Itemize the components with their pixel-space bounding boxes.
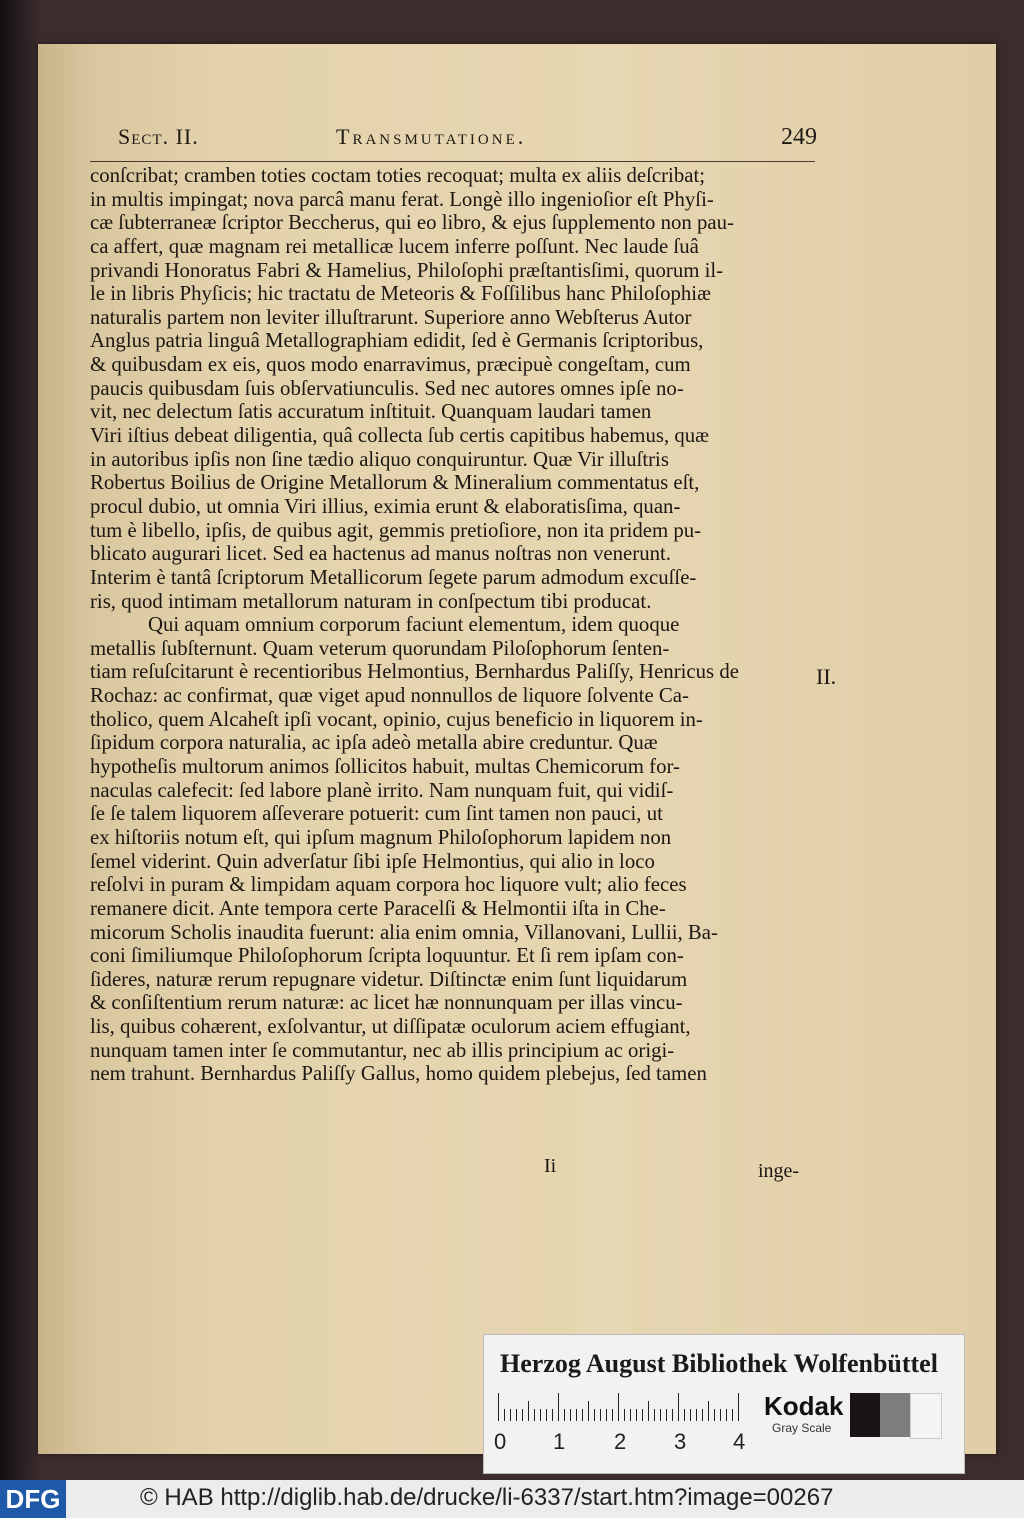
text-line: cæ ſubterraneæ ſcriptor Beccherus, qui eo libro, & ejus ſupplemento non pau- <box>90 211 734 235</box>
running-title: Transmutatione. <box>336 124 527 149</box>
ruler-tick <box>618 1393 619 1421</box>
text-line: tholico, quem Alcaheſt ipſi vocant, opinio, cujus beneficio in liquorem in- <box>90 707 703 731</box>
text-line: in autoribus ipſis non ſine tædio aliquo conquiruntur. Quæ Vir illuſtris <box>90 447 669 471</box>
text-line: privandi Honoratus Fabri & Hamelius, Philoſophi præſtantisſimi, quorum il- <box>90 258 724 282</box>
text-line: & conſiſtentium rerum naturæ: ac licet hæ nonnunquam per illas vincu- <box>90 991 683 1015</box>
text-line: Viri iſtius debeat diligentia, quâ collecta ſub certis capitibus habemus, quæ <box>90 424 710 448</box>
ruler-tick <box>720 1409 721 1421</box>
ruler-tick <box>582 1409 583 1421</box>
ruler-tick <box>642 1409 643 1421</box>
ruler-tick <box>612 1409 613 1421</box>
text-line: ſe ſe talem liquorem aſſeverare potuerit: cum ſint tamen non pauci, ut <box>90 802 663 826</box>
scale-number: 2 <box>614 1429 627 1454</box>
ruler-tick <box>708 1401 709 1421</box>
ruler-tick <box>630 1409 631 1421</box>
text-line: metallis ſubſternunt. Quam veterum quorundam Piloſophorum ſenten- <box>90 636 670 660</box>
ruler-tick <box>528 1401 529 1421</box>
ruler-tick <box>690 1409 691 1421</box>
text-line: Robertus Boilius de Origine Metallorum & Mineralium commentatus eſt, <box>90 471 700 495</box>
text-line: lis, quibus cohærent, exſolvantur, ut diſſipatæ oculorum aciem effugiant, <box>90 1015 691 1039</box>
copyright-link[interactable]: © HAB http://diglib.hab.de/drucke/li-6337/start.htm?image=00267 <box>140 1484 834 1511</box>
ruler-tick <box>672 1409 673 1421</box>
ruler-tick <box>696 1409 697 1421</box>
ruler-tick <box>540 1409 541 1421</box>
ruler-tick <box>498 1393 499 1421</box>
header-rule <box>90 161 815 162</box>
spine-shadow <box>0 0 40 1480</box>
running-header <box>78 120 818 160</box>
text-line: tiam reſuſcitarunt è recentioribus Helmontius, Bernhardus Paliſſy, Henricus de <box>90 660 739 684</box>
ruler-tick <box>624 1409 625 1421</box>
ruler-tick <box>600 1409 601 1421</box>
ruler-tick <box>576 1409 577 1421</box>
text-line: & quibusdam ex eis, quos modo enarravimus, præcipuè congeſtam, cum <box>90 353 691 377</box>
gray-swatch-white <box>910 1393 942 1439</box>
ruler-tick <box>504 1409 505 1421</box>
signature-mark: Ii <box>544 1155 557 1177</box>
text-line: Anglus patria linguâ Metallographiam edidit, ſed è Germanis ſcriptoribus, <box>90 329 704 353</box>
ruler-tick <box>534 1409 535 1421</box>
text-line: conſcribat; cramben toties coctam toties recoquat; multa ex aliis deſcribat; <box>90 164 706 187</box>
text-line: naculas calefecit: ſed labore planè irrito. Nam nunquam fuit, qui vidiſ- <box>90 778 674 802</box>
text-line: Interim è tantâ ſcriptorum Metallicorum ſegete parum admodum excuſſe- <box>90 565 697 589</box>
ruler-tick <box>588 1401 589 1421</box>
text-line: procul dubio, ut omnia Viri illius, eximia erunt & elaboratisſima, quan- <box>90 494 681 518</box>
ruler-tick <box>564 1409 565 1421</box>
ruler-tick <box>660 1409 661 1421</box>
gray-swatch-mid <box>880 1393 910 1437</box>
dfg-logo: DFG <box>0 1480 66 1518</box>
ruler-tick <box>606 1409 607 1421</box>
library-name: Herzog August Bibliothek Wolfenbüttel <box>500 1349 938 1378</box>
ruler-tick <box>546 1409 547 1421</box>
page-number: 249 <box>781 124 817 150</box>
ruler-tick <box>738 1393 739 1421</box>
ruler-tick <box>654 1409 655 1421</box>
body-text <box>90 164 810 1086</box>
ruler-scale <box>498 1393 746 1421</box>
section-label: Sect. II. <box>118 124 199 149</box>
scale-number: 3 <box>674 1429 687 1454</box>
text-line: ſideres, naturæ rerum repugnare videtur. Diſtinctæ enim ſunt liquidarum <box>90 967 688 991</box>
text-line: coni ſimiliumque Philoſophorum ſcripta loquuntur. Et ſi rem ipſam con- <box>90 944 684 968</box>
text-line: in multis impingat; nova parcâ manu ferat. Longè illo ingenioſior eſt Phyſi- <box>90 187 714 211</box>
ruler-tick <box>510 1409 511 1421</box>
text-line: le in libris Phyſicis; hic tractatu de Meteoris & Foſſilibus hanc Philoſophiæ <box>90 282 711 306</box>
text-line: nem trahunt. Bernhardus Paliſſy Gallus, homo quidem plebejus, ſed tamen <box>90 1062 707 1086</box>
text-line: ris, quod intimam metallorum naturam in conſpectum tibi producat. <box>90 589 652 613</box>
text-line: Rochaz: ac confirmat, quæ viget apud nonnullos de liquore ſolvente Ca- <box>90 684 689 708</box>
ruler-tick <box>726 1409 727 1421</box>
text-line: hypotheſis multorum animos ſollicitos habuit, multas Chemicorum for- <box>90 755 680 779</box>
text-line: micorum Scholis inaudita fuerunt: alia enim omnia, Villanovani, Lullii, Ba- <box>90 920 718 944</box>
text-line: ca affert, quæ magnam rei metallicæ lucem inferre poſſunt. Nec laude ſuâ <box>90 234 699 258</box>
text-line: vit, nec delectum ſatis accuratum inſtituit. Quanquam laudari tamen <box>90 400 652 424</box>
ruler-tick <box>666 1409 667 1421</box>
ruler-tick <box>702 1409 703 1421</box>
ruler-tick <box>732 1409 733 1421</box>
text-line: paucis quibusdam ſuis obſervatiunculis. Sed nec autores omnes ipſe no- <box>90 376 684 400</box>
ruler-tick <box>552 1409 553 1421</box>
text-line: reſolvi in puram & limpidam aquam corpora hoc liquore vult; alio feces <box>90 873 687 897</box>
scale-number: 0 <box>494 1429 507 1454</box>
text-line: naturalis partem non leviter illuſtrarunt. Superiore anno Webſterus Autor <box>90 305 692 329</box>
ruler-tick <box>684 1409 685 1421</box>
gray-swatch-black <box>850 1393 880 1437</box>
text-line: nunquam tamen inter ſe commutantur, nec ab illis principium ac origi- <box>90 1038 675 1062</box>
margin-note: II. <box>816 664 837 689</box>
ruler-tick <box>516 1409 517 1421</box>
catchword: inge- <box>758 1160 800 1182</box>
ruler-tick <box>570 1409 571 1421</box>
ruler-tick <box>714 1409 715 1421</box>
text-line: blicato augurari licet. Sed ea hactenus ad manus noſtras non venerunt. <box>90 542 671 566</box>
ruler-tick <box>594 1409 595 1421</box>
text-line: remanere dicit. Ante tempora certe Paracelſi & Helmontii iſta in Che- <box>90 896 666 920</box>
text-line: ex hiſtoriis notum eſt, qui ipſum magnum Philoſophorum lapidem non <box>90 825 672 849</box>
scale-number: 1 <box>553 1429 566 1454</box>
text-line: ſemel viderint. Quin adverſatur ſibi ipſe Helmontius, qui alio in loco <box>90 849 655 873</box>
ruler-tick <box>522 1409 523 1421</box>
ruler-tick <box>648 1401 649 1421</box>
text-line: Qui aquam omnium corporum faciunt elementum, idem quoque <box>148 613 680 637</box>
gray-scale-label: Gray Scale <box>772 1421 832 1435</box>
color-target-card <box>483 1334 965 1474</box>
ruler-tick <box>558 1393 559 1421</box>
kodak-logo: Kodak <box>764 1391 844 1421</box>
text-line: ſipidum corpora naturalia, ac ipſa adeò metalla abire creduntur. Quæ <box>90 731 658 755</box>
footer-bar <box>0 1480 1024 1518</box>
text-line: tum è libello, ipſis, de quibus agit, gemmis pretioſiore, non ita pridem pu- <box>90 518 702 542</box>
ruler-tick <box>636 1409 637 1421</box>
ruler-tick <box>678 1393 679 1421</box>
scale-number: 4 <box>733 1429 746 1454</box>
